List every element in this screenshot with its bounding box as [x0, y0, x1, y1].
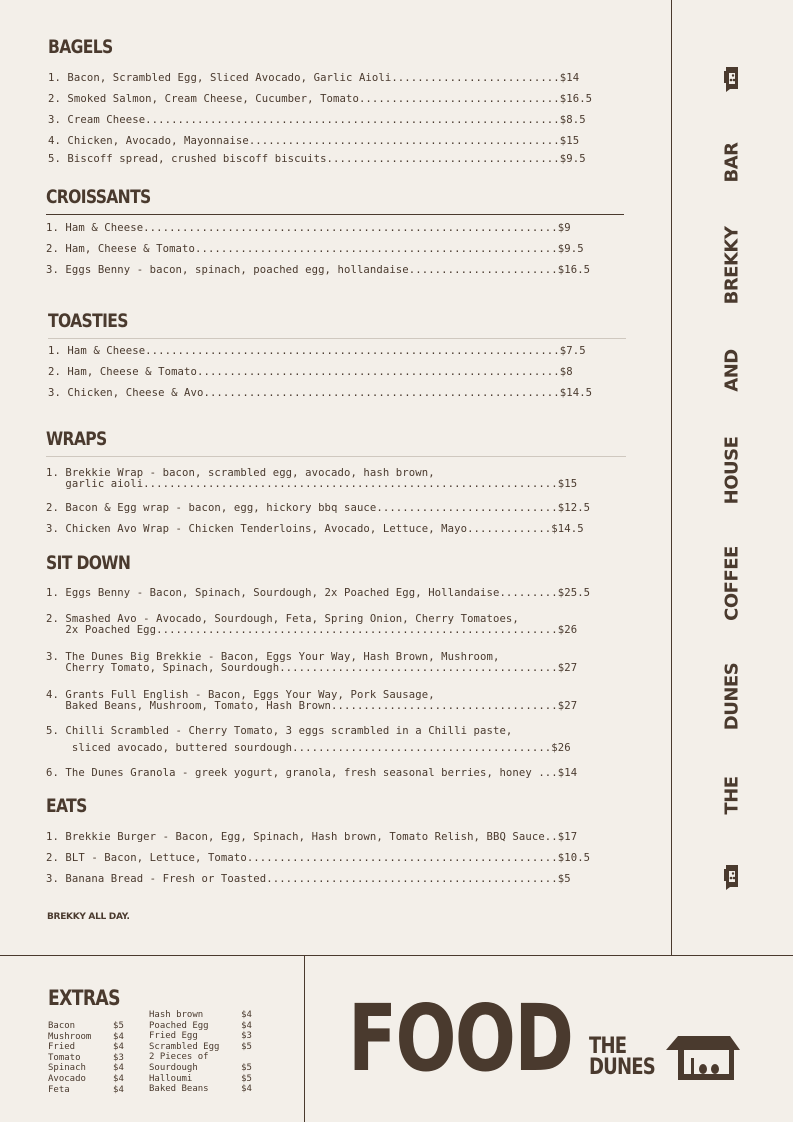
sidebar-word-bar: BAR	[721, 142, 743, 183]
menu-item: 1. Brekkie Burger - Bacon, Egg, Spinach, Hash brown, Tomato Relish, BBQ Sauce..$17	[46, 831, 578, 843]
sidebar-word-dunes: DUNES	[721, 662, 743, 731]
menu-item: 2. Bacon & Egg wrap - bacon, egg, hickory bbq sauce............................$12.5	[46, 502, 591, 514]
sidebar-word-house: HOUSE	[721, 436, 743, 505]
brand-wordmark	[589, 1036, 655, 1078]
menu-item: 3. The Dunes Big Brekkie - Bacon, Eggs Your Way, Hash Brown, Mushroom, Cherry Tomato, Spinach, Sourdough...........................................$27	[46, 651, 578, 674]
section-rule	[46, 214, 624, 215]
extras-title: EXTRAS	[48, 986, 120, 1010]
sidebar-word-the: THE	[721, 776, 743, 815]
house-logo-icon	[722, 65, 742, 93]
menu-item: 3. Banana Bread - Fresh or Toasted.............................................$5	[46, 873, 571, 885]
section-title-wraps: WRAPS	[46, 428, 107, 450]
menu-item: 2. Smoked Salmon, Cream Cheese, Cucumber, Tomato...............................$16.5	[48, 93, 593, 105]
menu-item: 1. Bacon, Scrambled Egg, Sliced Avocado, Garlic Aioli..........................$14	[48, 72, 580, 84]
menu-item: 1. Brekkie Wrap - bacon, scrambled egg, avocado, hash brown, garlic aioli................................................................$15	[46, 467, 578, 490]
menu-item: 2. Smashed Avo - Avocado, Sourdough, Feta, Spring Onion, Cherry Tomatoes, 2x Poached Egg..............................................................$26	[46, 613, 578, 636]
extras-list-right: Hash brown $4 Poached Egg $4 Fried Egg $3 Scrambled Egg $5 2 Pieces of Sourdough $5 Halloumi $5 Baked Beans $4	[149, 1010, 252, 1095]
menu-item: 1. Ham & Cheese................................................................$7.5	[48, 345, 586, 357]
house-logo-icon	[664, 1034, 742, 1082]
section-title-croissants: CROISSANTS	[46, 186, 151, 208]
menu-item: 3. Chicken, Cheese & Avo.......................................................$14.5	[48, 387, 593, 399]
brand-line-the: THE	[589, 1034, 627, 1059]
menu-item: 5. Biscoff spread, crushed biscoff biscuits....................................$9.5	[48, 153, 586, 165]
sidebar-word-coffee: COFFEE	[721, 546, 743, 621]
menu-item: 4. Grants Full English - Bacon, Eggs Your Way, Pork Sausage, Baked Beans, Mushroom, Tomato, Hash Brown...................................$27	[46, 689, 578, 712]
brekky-all-day-note: BREKKY ALL DAY.	[47, 912, 130, 922]
footer-column-divider	[304, 955, 305, 1122]
house-logo-icon	[722, 863, 742, 891]
menu-item: 3. Eggs Benny - bacon, spinach, poached egg, hollandaise.......................$16.5	[46, 264, 591, 276]
menu-item: 2. BLT - Bacon, Lettuce, Tomato................................................$10.5	[46, 852, 591, 864]
menu-item: 1. Eggs Benny - Bacon, Spinach, Sourdough, 2x Poached Egg, Hollandaise.........$25.5	[46, 587, 591, 599]
food-title: FOOD	[348, 985, 573, 1092]
extras-list-left: Bacon $5 Mushroom $4 Fried $4 Tomato $3 Spinach $4 Avocado $4 Feta $4	[48, 1021, 124, 1095]
menu-item: 1. Ham & Cheese................................................................$9	[46, 222, 571, 234]
sidebar-divider	[671, 0, 672, 955]
sidebar-word-brekky: BREKKY	[721, 226, 743, 305]
menu-item: 2. Ham, Cheese & Tomato........................................................$8	[48, 366, 573, 378]
menu-item: 5. Chilli Scrambled - Cherry Tomato, 3 eggs scrambled in a Chilli paste,	[46, 725, 513, 737]
section-title-eats: EATS	[46, 795, 87, 817]
menu-item: sliced avocado, buttered sourdough........................................$26	[46, 742, 571, 754]
brand-line-dunes: DUNES	[589, 1055, 655, 1080]
sidebar-word-and: AND	[721, 349, 743, 392]
menu-item: 3. Chicken Avo Wrap - Chicken Tenderloins, Avocado, Lettuce, Mayo.............$14.5	[46, 523, 584, 535]
menu-item: 2. Ham, Cheese & Tomato........................................................$9.5	[46, 243, 584, 255]
section-rule	[46, 456, 626, 457]
menu-item: 3. Cream Cheese................................................................$8.5	[48, 114, 586, 126]
section-title-bagels: BAGELS	[48, 36, 113, 58]
section-title-sitdown: SIT DOWN	[46, 552, 131, 574]
section-title-toasties: TOASTIES	[48, 310, 128, 332]
menu-item: 4. Chicken, Avocado, Mayonnaise................................................$15	[48, 135, 580, 147]
footer-divider	[0, 955, 793, 956]
section-rule	[48, 338, 626, 339]
menu-item: 6. The Dunes Granola - greek yogurt, granola, fresh seasonal berries, honey ...$14	[46, 767, 578, 779]
